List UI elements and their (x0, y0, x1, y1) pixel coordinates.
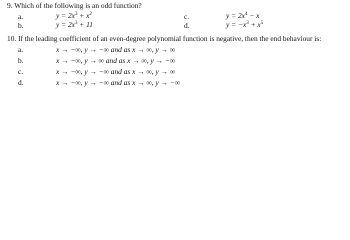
question-10-stem: 10. If the leading coefficient of an even-degree polynomial function is negative, then the end behaviour is: (7, 34, 322, 43)
q10-option-a-letter: a. (18, 45, 24, 54)
q9-option-d (184, 22, 190, 29)
worksheet (0, 0, 350, 91)
q9-option-d-expression: $y = -x^3 + x^5$ (226, 20, 264, 29)
q10-option-a-text: x → −∞, y → −∞ and as x → ∞, y → ∞ (56, 45, 176, 54)
q10-option-d-text: x → −∞, y → −∞ and as x → ∞, y → −∞ (56, 78, 181, 87)
option-letter: d. (184, 21, 190, 30)
q9-option-b-expression: $y = 2x^3 + 11$ (56, 20, 93, 29)
q10-option-d-letter: d. (18, 78, 24, 87)
q10-option-c-letter: c. (18, 67, 24, 76)
q10-option-b-text: x → −∞, y → ∞ and as x → ∞, y → −∞ (56, 56, 176, 65)
q9-option-c (184, 13, 189, 20)
q9-option-a-expression: $y = 2x^3 + x^2$ (56, 11, 92, 20)
q10-option-b-letter: b. (18, 56, 24, 65)
option-letter: c. (184, 12, 190, 21)
option-letter: a. (18, 12, 24, 21)
q10-option-c-text: x → −∞, y → −∞ and as x → ∞, y → ∞ (56, 67, 176, 76)
q9-option-b (18, 22, 24, 29)
q9-option-a (18, 13, 23, 20)
question-9-stem: 9. Which of the following is an odd function? (7, 1, 142, 10)
q9-option-c-expression: $y = 2x^4 - x$ (226, 11, 260, 20)
option-letter: b. (18, 21, 24, 30)
